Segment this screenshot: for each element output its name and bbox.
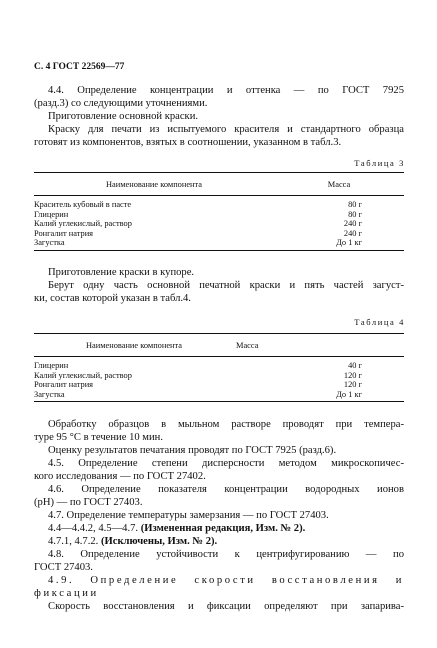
table3-cell-name: Калий углекислый, раствор [34, 219, 132, 229]
excluded-sections: 4.7.1, 4.7.2. [48, 536, 99, 547]
table3-cell-mass: 80 г [348, 200, 362, 209]
para-4-5-line2: кого исследования — по ГОСТ 27402. [34, 471, 206, 482]
table4-cell-name: Ронгалит натрия [34, 380, 94, 390]
amendment-sections: 4.4—4.4.2, 4.5—4.7. [48, 523, 139, 534]
table-row [34, 229, 404, 239]
table4 [34, 333, 404, 402]
para-4-7: 4.7. Определение температуры замерзания — по ГОСТ 27403. [48, 510, 329, 521]
table3-header-component: Наименование компонента [34, 173, 274, 196]
para-amendment-note [34, 522, 404, 535]
table3-cell-mass: 240 г [343, 228, 362, 238]
para-eval: Оценку результатов печатания проводят по ГОСТ 7925 (разд.6). [48, 445, 337, 456]
para-4-9-heading-line2: фиксации [34, 588, 99, 599]
para-soap-line1: Обработку образцов в мыльном растворе проводят при темпера- [48, 419, 404, 430]
table-row [34, 357, 404, 371]
para-kupor-heading: Приготовление краски в купоре. [48, 267, 195, 278]
para-4-6-line2: (pH) — по ГОСТ 27403. [34, 497, 143, 508]
table4-header-component: Наименование компонента [34, 334, 234, 357]
table-row [34, 390, 404, 402]
table3-cell-mass: 80 г [348, 209, 362, 219]
para-ink-line1: Краску для печати из испытуемого красителя и стандартного образца [48, 124, 404, 135]
excluded-label: (Исключены, Изм. № 2). [100, 536, 218, 547]
table4-cell-name: Калий углекислый, раствор [34, 370, 132, 380]
para-4-6-line1: 4.6. Определение показателя концентрации водородных ионов [48, 484, 404, 495]
para-4-8-line2: ГОСТ 27403. [34, 562, 93, 573]
table3-cell-mass: До 1 кг [274, 238, 404, 250]
table3-cell-mass: 240 г [343, 219, 362, 229]
table4-cell-mass: 40 г [348, 361, 362, 370]
table-row [34, 219, 404, 229]
table3 [34, 172, 404, 251]
table4-cell-mass: До 1 кг [234, 390, 404, 402]
para-4-8-line1: 4.8. Определение устойчивости к центрифугированию — по [48, 549, 404, 560]
table3-cell-name: Глицерин [34, 209, 69, 219]
para-4-9-body: Скорость восстановления и фиксации определяют при запарива- [48, 601, 404, 612]
table4-header-mass: Масса [234, 334, 404, 357]
table3-cell-name: Загустка [34, 238, 274, 250]
para-4-4-line1: 4.4. Определение концентрации и оттенка — по ГОСТ 7925 [48, 85, 404, 96]
table-row [34, 196, 404, 210]
para-main-ink-heading: Приготовление основной краски. [48, 111, 199, 122]
table-row [34, 210, 404, 220]
para-4-4-line2: (разд.3) со следующими уточнениями. [34, 98, 208, 109]
para-soap-line2: туре 95 °С в течение 10 мин. [34, 432, 163, 443]
amendment-label: (Измененная редакция, Изм. № 2). [140, 523, 306, 534]
table4-cell-mass: 120 г [343, 370, 362, 380]
table-row [34, 371, 404, 381]
table4-cell-mass: 120 г [343, 380, 362, 390]
table3-header-mass: Масса [274, 173, 404, 196]
para-4-9-heading-line1: 4.9. Определение скорости восстановления и [48, 575, 404, 586]
table4-caption: Таблица 4 [354, 317, 405, 327]
table4-cell-name: Глицерин [34, 361, 69, 370]
table4-cell-name: Загустка [34, 390, 234, 402]
page-header: С. 4 ГОСТ 22569—77 [34, 62, 125, 72]
table-row [34, 238, 404, 250]
para-excluded-note [34, 535, 404, 548]
table3-cell-name: Ронгалит натрия [34, 228, 94, 238]
table3-cell-name: Краситель кубовый в пасте [34, 200, 132, 209]
table3-caption: Таблица 3 [354, 158, 405, 168]
para-kupor-line2: ки, состав которой указан в табл.4. [34, 293, 191, 304]
para-kupor-line1: Берут одну часть основной печатной краски и пять частей загуст- [48, 280, 404, 291]
table-row [34, 380, 404, 390]
para-4-5-line1: 4.5. Определение степени дисперсности методом микроскопичес- [48, 458, 404, 469]
para-ink-line2: готовят из компонентов, взятых в соотношении, указанном в табл.3. [34, 137, 342, 148]
